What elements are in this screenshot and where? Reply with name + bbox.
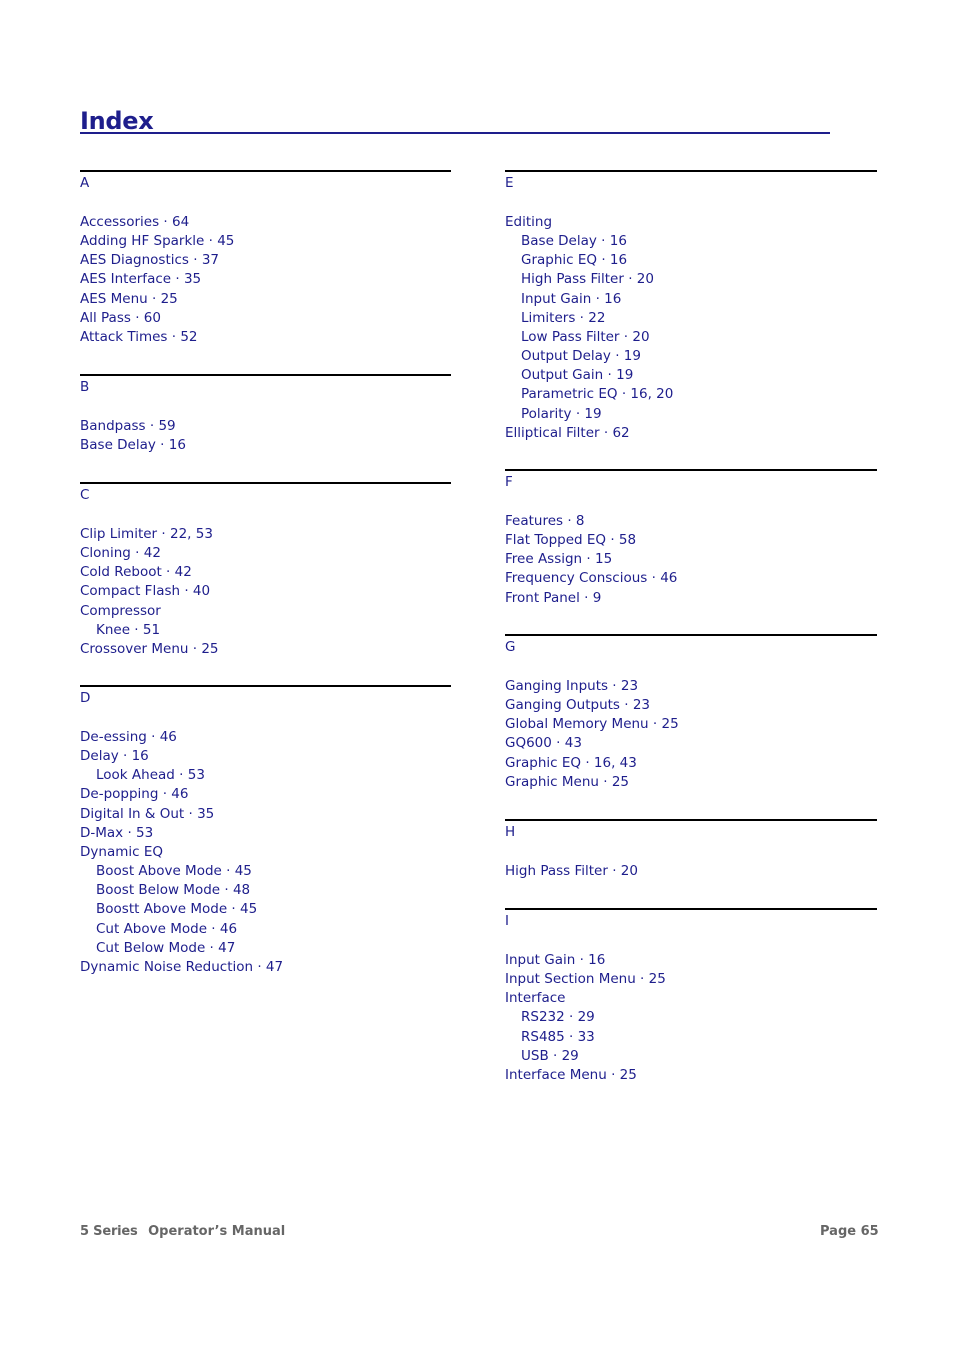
index-subentry[interactable]: Parametric EQ · 16, 20 xyxy=(521,386,674,403)
index-entry[interactable]: Accessories · 64 xyxy=(80,214,190,230)
title-underline xyxy=(80,132,830,134)
page-title: Index xyxy=(80,107,154,135)
section-letter: I xyxy=(505,913,509,929)
index-entry[interactable]: Compact Flash · 40 xyxy=(80,583,211,600)
index-subentry[interactable]: Output Gain · 19 xyxy=(521,367,634,384)
footer-brand: 5 Series xyxy=(80,1224,138,1239)
index-subentry[interactable]: Polarity · 19 xyxy=(521,405,602,422)
index-entry[interactable]: De-popping · 46 xyxy=(80,786,189,803)
index-subentry[interactable]: Boost Above Mode · 45 xyxy=(96,863,252,880)
index-entry[interactable]: Editing xyxy=(505,214,553,230)
index-section xyxy=(505,908,877,1085)
index-subentry[interactable]: Graphic EQ · 16 xyxy=(521,252,628,269)
entry-list xyxy=(80,728,451,977)
entry-list xyxy=(505,677,877,792)
index-entry[interactable]: AES Menu · 25 xyxy=(80,290,178,307)
index-subentry[interactable]: Cut Below Mode · 47 xyxy=(96,939,236,956)
entry-list xyxy=(80,213,451,347)
index-section xyxy=(80,374,451,455)
section-letter: F xyxy=(505,474,513,490)
entry-list xyxy=(505,951,877,1085)
section-letter: C xyxy=(80,487,90,503)
section-divider xyxy=(80,482,451,484)
index-section xyxy=(80,482,451,659)
section-letter: B xyxy=(80,379,90,395)
index-entry[interactable]: Flat Topped EQ · 58 xyxy=(505,532,637,549)
index-entry[interactable]: Global Memory Menu · 25 xyxy=(505,716,679,733)
index-subentry[interactable]: Output Delay · 19 xyxy=(521,348,641,365)
index-entry[interactable]: Features · 8 xyxy=(505,513,585,529)
index-entry[interactable]: AES Interface · 35 xyxy=(80,271,202,288)
index-subentry[interactable]: Base Delay · 16 xyxy=(521,233,627,250)
section-divider xyxy=(80,374,451,376)
index-entry[interactable]: GQ600 · 43 xyxy=(505,735,582,752)
index-section xyxy=(505,634,877,792)
entry-list xyxy=(505,862,877,881)
index-section xyxy=(505,170,877,443)
section-letter: H xyxy=(505,824,516,840)
footer-manual-name: Operator’s Manual xyxy=(148,1224,286,1239)
footer-page-number: Page 65 xyxy=(820,1224,879,1239)
entry-list xyxy=(505,213,877,443)
section-letter: A xyxy=(80,175,90,191)
index-subentry[interactable]: Knee · 51 xyxy=(96,621,161,638)
index-section xyxy=(505,819,877,881)
section-letter: G xyxy=(505,639,516,655)
section-divider xyxy=(505,908,877,910)
index-entry[interactable]: Input Section Menu · 25 xyxy=(505,971,666,988)
index-subentry[interactable]: Input Gain · 16 xyxy=(521,290,622,307)
index-entry[interactable]: Dynamic EQ xyxy=(80,843,163,860)
index-entry[interactable]: Adding HF Sparkle · 45 xyxy=(80,233,235,250)
section-letter: E xyxy=(505,175,514,191)
index-section xyxy=(80,170,451,347)
index-entry[interactable]: Clip Limiter · 22, 53 xyxy=(80,526,213,542)
index-entry[interactable]: Cloning · 42 xyxy=(80,545,161,562)
section-divider xyxy=(505,634,877,636)
index-entry[interactable]: Bandpass · 59 xyxy=(80,418,176,434)
footer-manual-title xyxy=(80,1224,285,1239)
index-subentry[interactable]: RS232 · 29 xyxy=(521,1009,595,1026)
section-letter: D xyxy=(80,690,91,706)
section-divider xyxy=(80,170,451,172)
index-subentry[interactable]: Boostt Above Mode · 45 xyxy=(96,901,258,918)
section-divider xyxy=(505,469,877,471)
index-entry[interactable]: Free Assign · 15 xyxy=(505,551,613,568)
index-entry[interactable]: Ganging Outputs · 23 xyxy=(505,697,651,714)
index-section xyxy=(505,469,877,608)
section-divider xyxy=(505,819,877,821)
index-subentry[interactable]: Cut Above Mode · 46 xyxy=(96,920,238,937)
index-entry[interactable]: Interface Menu · 25 xyxy=(505,1066,637,1083)
index-subentry[interactable]: Boost Below Mode · 48 xyxy=(96,882,251,899)
index-entry[interactable]: Attack Times · 52 xyxy=(80,328,198,345)
entry-list xyxy=(505,512,877,608)
index-entry[interactable]: Elliptical Filter · 62 xyxy=(505,424,630,441)
index-entry[interactable]: Graphic Menu · 25 xyxy=(505,773,629,790)
index-entry[interactable]: Dynamic Noise Reduction · 47 xyxy=(80,958,284,975)
index-entry[interactable]: Base Delay · 16 xyxy=(80,437,186,454)
index-entry[interactable]: Graphic EQ · 16, 43 xyxy=(505,754,637,771)
index-entry[interactable]: De-essing · 46 xyxy=(80,729,177,745)
index-entry[interactable]: All Pass · 60 xyxy=(80,309,161,326)
index-entry[interactable]: Compressor xyxy=(80,602,161,619)
index-entry[interactable]: Frequency Conscious · 46 xyxy=(505,570,678,587)
index-entry[interactable]: D-Max · 53 xyxy=(80,824,154,841)
index-entry[interactable]: Digital In & Out · 35 xyxy=(80,805,215,822)
section-divider xyxy=(505,170,877,172)
index-subentry[interactable]: USB · 29 xyxy=(521,1047,579,1064)
index-entry[interactable]: Front Panel · 9 xyxy=(505,589,602,606)
index-subentry[interactable]: High Pass Filter · 20 xyxy=(521,271,654,288)
entry-list xyxy=(80,525,451,659)
index-section xyxy=(80,685,451,977)
index-subentry[interactable]: RS485 · 33 xyxy=(521,1028,595,1045)
index-entry[interactable]: Cold Reboot · 42 xyxy=(80,564,192,581)
index-subentry[interactable]: Look Ahead · 53 xyxy=(96,767,205,784)
index-entry[interactable]: AES Diagnostics · 37 xyxy=(80,252,220,269)
index-entry[interactable]: Input Gain · 16 xyxy=(505,952,606,968)
entry-list xyxy=(80,417,451,455)
index-entry[interactable]: Interface xyxy=(505,990,566,1007)
index-subentry[interactable]: Limiters · 22 xyxy=(521,309,606,326)
index-entry[interactable]: Delay · 16 xyxy=(80,748,149,765)
index-entry[interactable]: High Pass Filter · 20 xyxy=(505,863,638,879)
index-subentry[interactable]: Low Pass Filter · 20 xyxy=(521,328,650,345)
index-entry[interactable]: Ganging Inputs · 23 xyxy=(505,678,639,694)
index-entry[interactable]: Crossover Menu · 25 xyxy=(80,640,219,657)
section-divider xyxy=(80,685,451,687)
